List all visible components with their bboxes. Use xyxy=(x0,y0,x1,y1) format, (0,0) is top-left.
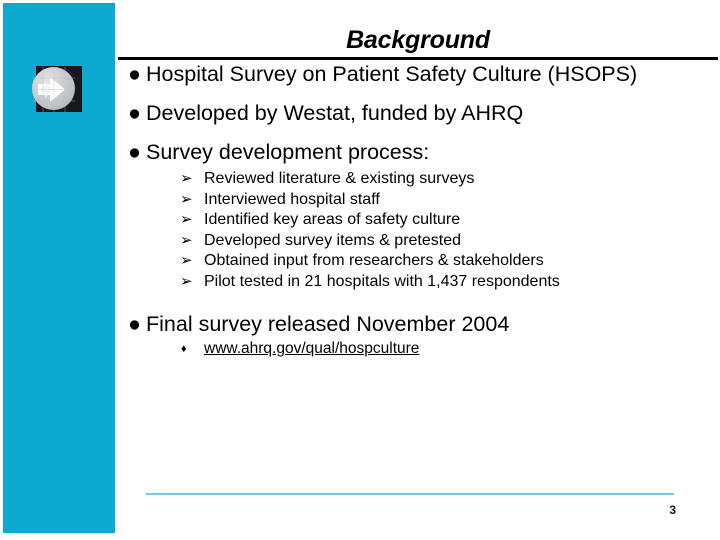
bullet-final-survey xyxy=(118,312,718,359)
arrow-bullet-icon: ➢ xyxy=(180,211,193,228)
page-number: 3 xyxy=(669,503,676,517)
list-item xyxy=(172,251,718,272)
arrow-bullet-icon: ➢ xyxy=(180,231,193,249)
list-item-label: Reviewed literature & existing surveys xyxy=(204,170,475,187)
list-item-label: Pilot tested in 21 hospitals with 1,437 respondents xyxy=(204,272,560,290)
list-item-link[interactable] xyxy=(172,339,718,359)
list-item xyxy=(172,231,718,252)
list-item-label: Interviewed hospital staff xyxy=(204,190,380,208)
bullet-development-process xyxy=(118,140,718,292)
bullet-marker: ● xyxy=(128,140,141,164)
arrow-bullet-icon: ➢ xyxy=(180,272,193,290)
process-sublist xyxy=(146,169,718,292)
list-item xyxy=(172,272,718,293)
bullet-hsops xyxy=(118,62,718,87)
list-item-label: Developed survey items & pretested xyxy=(204,231,462,249)
footer-divider xyxy=(146,493,674,495)
double-chevron-right-icon xyxy=(36,66,82,112)
emblem-arrow-glyph xyxy=(32,67,75,112)
diamond-bullet-icon: ♦ xyxy=(181,343,187,355)
list-item-label: Identified key areas of safety culture xyxy=(204,211,461,228)
bullet-text: Final survey released November 2004 xyxy=(146,312,510,336)
bullet-marker: ● xyxy=(128,62,141,86)
link-sublist xyxy=(146,339,718,359)
list-item xyxy=(172,210,718,231)
page-title: Background xyxy=(346,26,490,54)
ahrq-hospculture-link[interactable]: www.ahrq.gov/qual/hospculture xyxy=(204,340,420,357)
list-item xyxy=(172,169,718,190)
title-divider xyxy=(118,57,718,60)
bullet-text: Developed by Westat, funded by AHRQ xyxy=(146,101,524,125)
bullet-marker: ● xyxy=(128,312,141,336)
list-item xyxy=(172,190,718,211)
arrow-bullet-icon: ➢ xyxy=(180,170,193,187)
bullet-text: Survey development process: xyxy=(146,140,430,164)
arrow-bullet-icon: ➢ xyxy=(180,190,193,208)
bullet-developed-by xyxy=(118,101,718,126)
list-item-label: Obtained input from researchers & stakeholders xyxy=(204,252,544,269)
bullet-text: Hospital Survey on Patient Safety Culture (HSOPS) xyxy=(146,62,638,86)
arrow-bullet-icon: ➢ xyxy=(180,252,193,269)
slide-body xyxy=(118,62,718,373)
bullet-list xyxy=(118,62,718,359)
bullet-marker: ● xyxy=(128,101,141,125)
